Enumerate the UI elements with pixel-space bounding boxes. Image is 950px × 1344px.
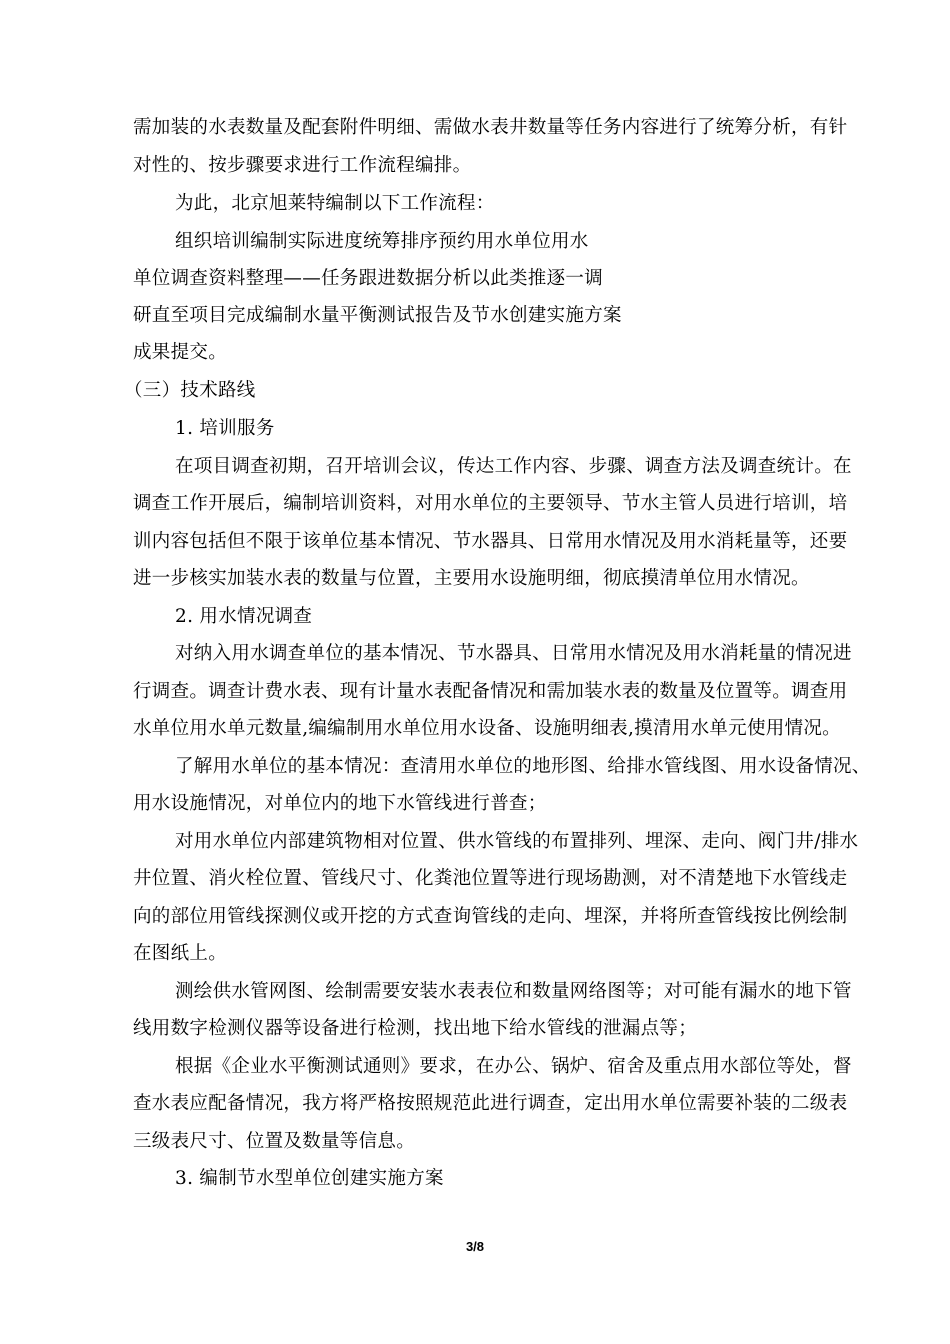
paragraph-line: 测绘供水管网图、绘制需要安装水表表位和数量网络图等；对可能有漏水的地下管 (175, 981, 852, 1002)
flow-line: 单位调查资料整理——任务跟进数据分析以此类推逐一调 (133, 268, 604, 289)
paragraph-line: 线用数字检测仪器等设备进行检测，找出地下给水管线的泄漏点等； (133, 1018, 698, 1039)
paragraph-line: 水单位用水单元数量,编编制用水单位用水设备、设施明细表,摸清用水单元使用情况。 (133, 718, 841, 739)
flow-line: 研直至项目完成编制水量平衡测试报告及节水创建实施方案 (133, 305, 622, 326)
paragraph-line: 用水设施情况，对单位内的地下水管线进行普查； (133, 793, 547, 814)
paragraph-line: 了解用水单位的基本情况：查清用水单位的地形图、给排水管线图、用水设备情况、 (175, 756, 871, 777)
paragraph-line: 对纳入用水调查单位的基本情况、节水器具、日常用水情况及用水消耗量的情况进 (175, 643, 852, 664)
page-number: 3/8 (465, 1239, 485, 1254)
subsection-heading: 2. 用水情况调查 (175, 606, 313, 627)
subsection-heading: 1. 培训服务 (175, 418, 275, 439)
flow-line: 成果提交。 (133, 342, 228, 363)
paragraph-line: 需加装的水表数量及配套附件明细、需做水表井数量等任务内容进行了统筹分析，有针 (133, 117, 848, 138)
paragraph-line: 在图纸上。 (133, 943, 228, 964)
paragraph-line: 为此，北京旭莱特编制以下工作流程： (175, 193, 495, 214)
paragraph-line: 在项目调查初期，召开培训会议，传达工作内容、步骤、调查方法及调查统计。在 (175, 456, 852, 477)
section-heading: （三）技术路线 (124, 380, 256, 401)
paragraph-line: 对用水单位内部建筑物相对位置、供水管线的布置排列、埋深、走向、阀门井/排水 (175, 831, 859, 852)
paragraph-line: 调查工作开展后，编制培训资料，对用水单位的主要领导、节水主管人员进行培训，培 (133, 493, 848, 514)
paragraph-line: 井位置、消火栓位置、管线尺寸、化粪池位置等进行现场勘测，对不清楚地下水管线走 (133, 868, 848, 889)
paragraph-line: 训内容包括但不限于该单位基本情况、节水器具、日常用水情况及用水消耗量等，还要 (133, 531, 848, 552)
paragraph-line: 行调查。调查计费水表、现有计量水表配备情况和需加装水表的数量及位置等。调查用 (133, 681, 848, 702)
flow-line: 组织培训编制实际进度统筹排序预约用水单位用水 (175, 231, 589, 252)
subsection-heading: 3. 编制节水型单位创建实施方案 (175, 1168, 444, 1189)
paragraph-line: 根据《企业水平衡测试通则》要求，在办公、锅炉、宿舍及重点用水部位等处，督 (175, 1056, 852, 1077)
paragraph-line: 查水表应配备情况，我方将严格按照规范此进行调查，定出用水单位需要补装的二级表 (133, 1093, 848, 1114)
paragraph-line: 对性的、按步骤要求进行工作流程编排。 (133, 155, 472, 176)
paragraph-line: 三级表尺寸、位置及数量等信息。 (133, 1131, 416, 1152)
paragraph-line: 进一步核实加装水表的数量与位置，主要用水设施明细，彻底摸清单位用水情况。 (133, 568, 810, 589)
paragraph-line: 向的部位用管线探测仪或开挖的方式查询管线的走向、埋深，并将所查管线按比例绘制 (133, 906, 848, 927)
